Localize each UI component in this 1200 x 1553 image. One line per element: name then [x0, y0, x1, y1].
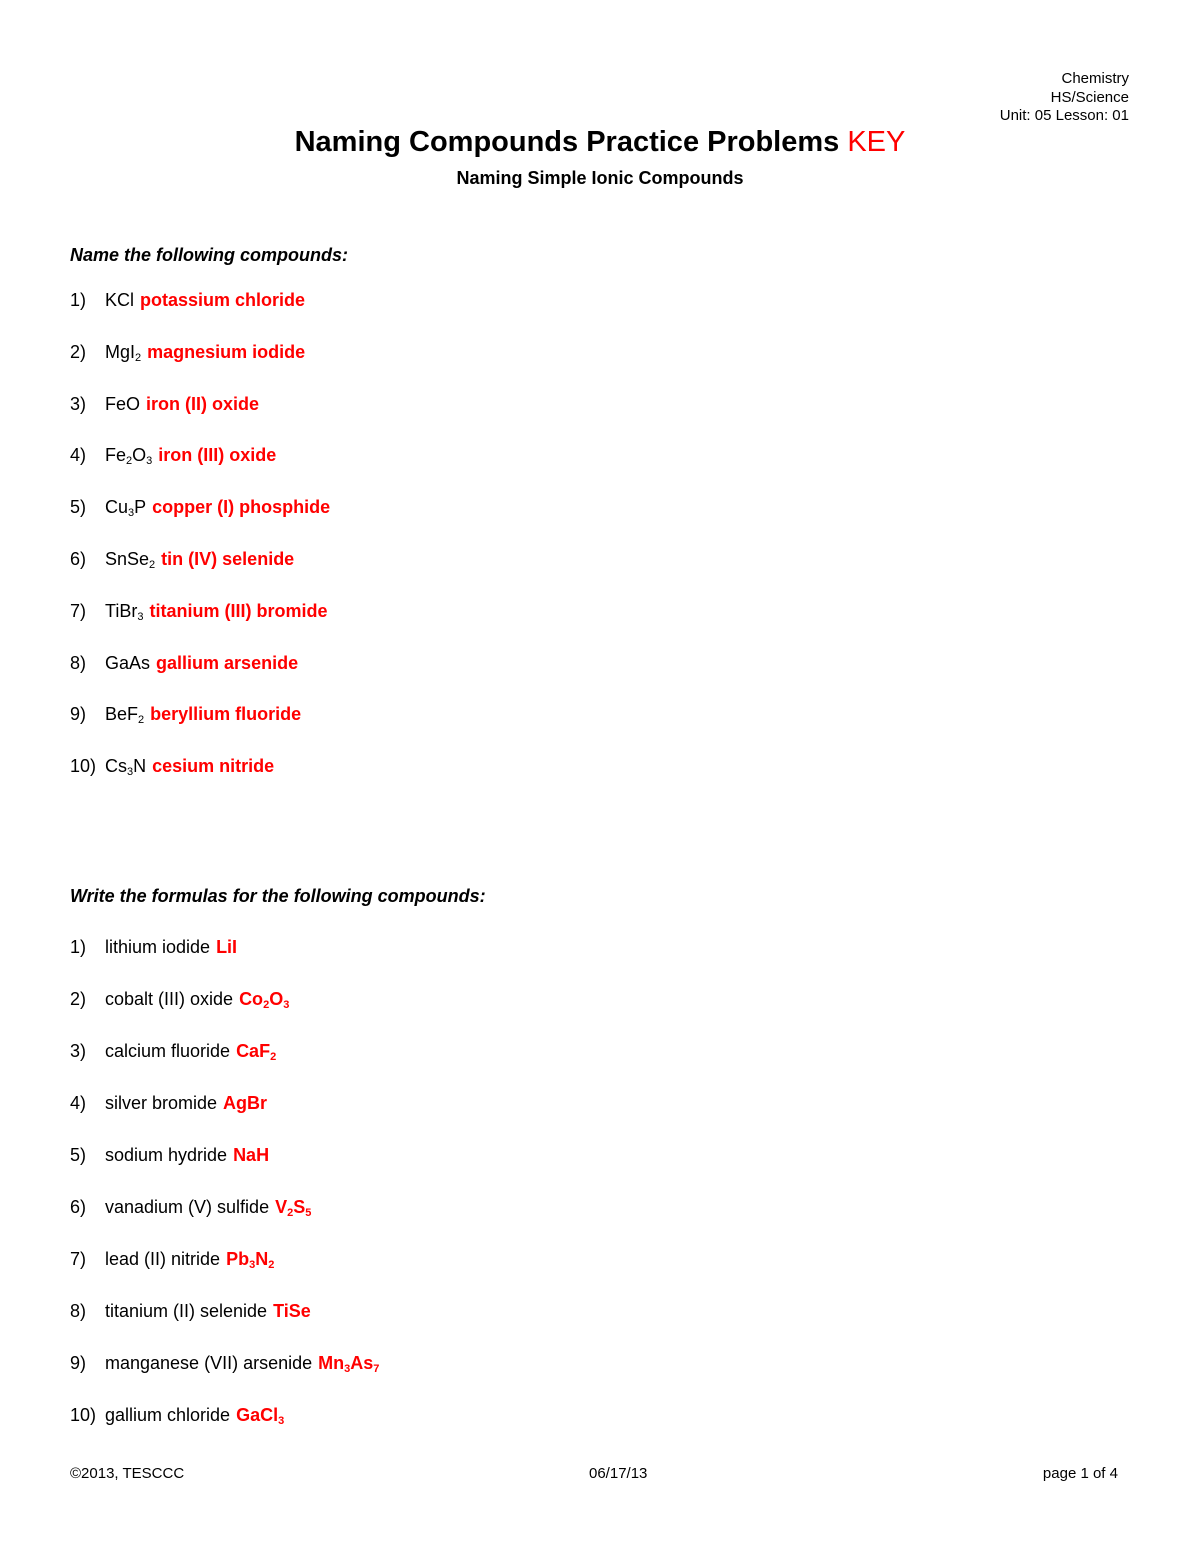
- text-run: TiSe: [273, 1301, 311, 1321]
- item-answer: [226, 1249, 274, 1269]
- item-prompt: [105, 653, 150, 673]
- item-answer: [147, 342, 305, 362]
- item-answer: [158, 445, 276, 465]
- list-item: [70, 547, 294, 571]
- subscript: 2: [135, 351, 142, 364]
- text-run: N: [133, 756, 147, 777]
- text-run: GaAs: [105, 652, 151, 673]
- list-item: [70, 754, 274, 778]
- list-item: [70, 1039, 276, 1063]
- text-run: O: [132, 445, 147, 466]
- item-number: 2): [70, 341, 87, 362]
- list-item: [70, 1143, 269, 1167]
- item-number: 10): [70, 1405, 97, 1425]
- header-subject: Chemistry: [1061, 70, 1129, 87]
- text-run: vanadium (V) sulfide: [105, 1197, 270, 1217]
- footer-date: 06/17/13: [589, 1465, 648, 1482]
- subscript: 5: [305, 1207, 312, 1219]
- text-run: NaH: [233, 1145, 270, 1165]
- list-item: [70, 1247, 274, 1271]
- item-number: 8): [70, 652, 87, 673]
- text-run: lithium iodide: [105, 937, 211, 957]
- list-item: [70, 599, 327, 623]
- footer-page-number: page 1 of 4: [1042, 1465, 1118, 1482]
- text-run: P: [134, 497, 147, 518]
- item-answer: [318, 1353, 379, 1373]
- item-answer: [156, 653, 298, 673]
- text-run: iron (II) oxide: [146, 393, 260, 414]
- list-item: [70, 1403, 284, 1427]
- item-number: 10): [70, 756, 97, 777]
- text-run: As: [350, 1353, 374, 1373]
- item-number: 8): [70, 1301, 87, 1321]
- subscript: 3: [344, 1363, 351, 1375]
- footer-copyright: ©2013, TESCCC: [70, 1465, 185, 1482]
- item-answer: [236, 1041, 276, 1061]
- text-run: LiI: [216, 937, 238, 957]
- item-number: 7): [70, 600, 87, 621]
- text-run: titanium (II) selenide: [105, 1301, 268, 1321]
- text-run: manganese (VII) arsenide: [105, 1353, 313, 1373]
- text-run: O: [269, 989, 284, 1009]
- item-prompt: [105, 549, 155, 569]
- list-item: [70, 392, 259, 416]
- text-run: V: [275, 1197, 288, 1217]
- text-run: FeO: [105, 393, 141, 414]
- item-prompt: [105, 937, 210, 957]
- subscript: 3: [128, 507, 135, 520]
- item-answer: [161, 549, 294, 569]
- section2-heading: Write the formulas for the following compounds:: [70, 886, 486, 906]
- item-prompt: [105, 704, 145, 727]
- text-run: cesium nitride: [152, 756, 275, 777]
- text-run: copper (I) phosphide: [152, 497, 331, 518]
- item-prompt: [105, 445, 153, 468]
- subscript: 2: [270, 1051, 277, 1063]
- subscript: 3: [278, 1415, 285, 1427]
- item-number: 3): [70, 393, 87, 414]
- text-run: BeF: [105, 704, 139, 725]
- title-key: KEY: [847, 126, 906, 158]
- item-prompt: [105, 1405, 230, 1425]
- text-run: TiBr: [105, 600, 138, 621]
- text-run: N: [255, 1249, 269, 1269]
- subscript: 2: [149, 559, 156, 571]
- item-prompt: [105, 601, 143, 621]
- list-item: [70, 1299, 311, 1323]
- item-prompt: [105, 1301, 267, 1321]
- text-run: SnSe: [105, 549, 150, 569]
- item-number: 3): [70, 1041, 87, 1061]
- item-answer: [273, 1301, 311, 1321]
- item-number: 9): [70, 704, 87, 725]
- subscript: 7: [373, 1363, 380, 1375]
- list-item: [70, 651, 298, 675]
- text-run: tin (IV) selenide: [161, 549, 295, 569]
- title-main: Naming Compounds Practice Problems: [294, 126, 840, 158]
- item-answer: [275, 1197, 311, 1217]
- page-subtitle: Naming Simple Ionic Compounds: [456, 168, 744, 188]
- text-run: magnesium iodide: [147, 341, 306, 362]
- header-meta: [1000, 70, 1129, 126]
- item-answer: [152, 497, 330, 517]
- item-answer: [239, 989, 289, 1009]
- item-prompt: [105, 497, 147, 520]
- text-run: calcium fluoride: [105, 1041, 231, 1061]
- item-prompt: [105, 1197, 269, 1217]
- text-run: sodium hydride: [105, 1145, 228, 1165]
- text-run: GaCl: [236, 1405, 279, 1425]
- list-item: [70, 1351, 379, 1375]
- item-answer: [233, 1145, 269, 1165]
- item-number: 4): [70, 445, 87, 466]
- list-item: [70, 495, 330, 519]
- item-prompt: [105, 1145, 227, 1165]
- subscript: 3: [137, 610, 144, 623]
- text-run: titanium (III) bromide: [149, 600, 328, 621]
- item-prompt: [105, 1041, 230, 1061]
- item-prompt: [105, 1353, 312, 1373]
- item-prompt: [105, 1249, 220, 1269]
- subscript: 2: [263, 999, 270, 1011]
- list-item: [70, 987, 289, 1011]
- list-item: [70, 1091, 267, 1115]
- subscript: 3: [146, 455, 153, 468]
- text-run: beryllium fluoride: [150, 704, 302, 725]
- text-run: silver bromide: [105, 1093, 218, 1113]
- text-run: Cu: [105, 497, 129, 518]
- text-run: Cs: [105, 756, 127, 777]
- item-number: 6): [70, 1197, 87, 1217]
- item-prompt: [105, 290, 134, 310]
- text-run: Fe: [105, 445, 127, 466]
- text-run: Co: [239, 989, 264, 1009]
- item-answer: [216, 937, 237, 957]
- list-item: [70, 1195, 311, 1219]
- item-answer: [149, 601, 327, 621]
- subscript: 2: [138, 714, 145, 727]
- header-department: HS/Science: [1050, 88, 1129, 106]
- item-number: 1): [70, 937, 87, 957]
- text-run: gallium chloride: [105, 1405, 231, 1425]
- text-run: KCl: [105, 290, 135, 310]
- item-answer: [146, 394, 259, 414]
- item-prompt: [105, 394, 140, 414]
- page-title: [0, 126, 1200, 159]
- text-run: Mn: [318, 1353, 345, 1373]
- subscript: 2: [126, 455, 133, 468]
- list-item: [70, 443, 276, 467]
- item-answer: [223, 1093, 267, 1113]
- header-unit-lesson: Unit: 05 Lesson: 01: [999, 107, 1129, 124]
- text-run: CaF: [236, 1041, 271, 1061]
- item-number: 9): [70, 1353, 87, 1373]
- list-item: [70, 288, 305, 312]
- item-number: 6): [70, 549, 87, 569]
- item-answer: [140, 290, 305, 310]
- text-run: cobalt (III) oxide: [105, 989, 234, 1009]
- text-run: gallium arsenide: [156, 652, 299, 673]
- subscript: 2: [287, 1207, 294, 1219]
- item-answer: [236, 1405, 284, 1425]
- list-item: [70, 935, 237, 959]
- text-run: AgBr: [223, 1093, 268, 1113]
- subscript: 2: [268, 1259, 275, 1271]
- item-number: 5): [70, 1145, 87, 1165]
- item-prompt: [105, 1093, 217, 1113]
- subscript: 3: [249, 1259, 256, 1271]
- section1-heading: Name the following compounds:: [70, 245, 348, 265]
- text-run: lead (II) nitride: [105, 1249, 221, 1269]
- text-run: potassium chloride: [140, 290, 306, 310]
- item-number: 1): [70, 290, 87, 310]
- item-prompt: [105, 756, 147, 779]
- text-run: MgI: [105, 341, 136, 362]
- subscript: 3: [283, 999, 290, 1011]
- item-answer: [150, 704, 301, 724]
- item-number: 5): [70, 497, 87, 518]
- subscript: 3: [127, 766, 134, 779]
- item-prompt: [105, 342, 141, 362]
- item-number: 4): [70, 1093, 87, 1113]
- list-item: [70, 340, 305, 364]
- item-prompt: [105, 989, 233, 1009]
- item-answer: [152, 756, 274, 776]
- item-number: 2): [70, 989, 87, 1009]
- text-run: S: [293, 1197, 306, 1217]
- text-run: iron (III) oxide: [158, 445, 277, 466]
- text-run: Pb: [226, 1249, 250, 1269]
- list-item: [70, 702, 301, 726]
- item-number: 7): [70, 1249, 87, 1269]
